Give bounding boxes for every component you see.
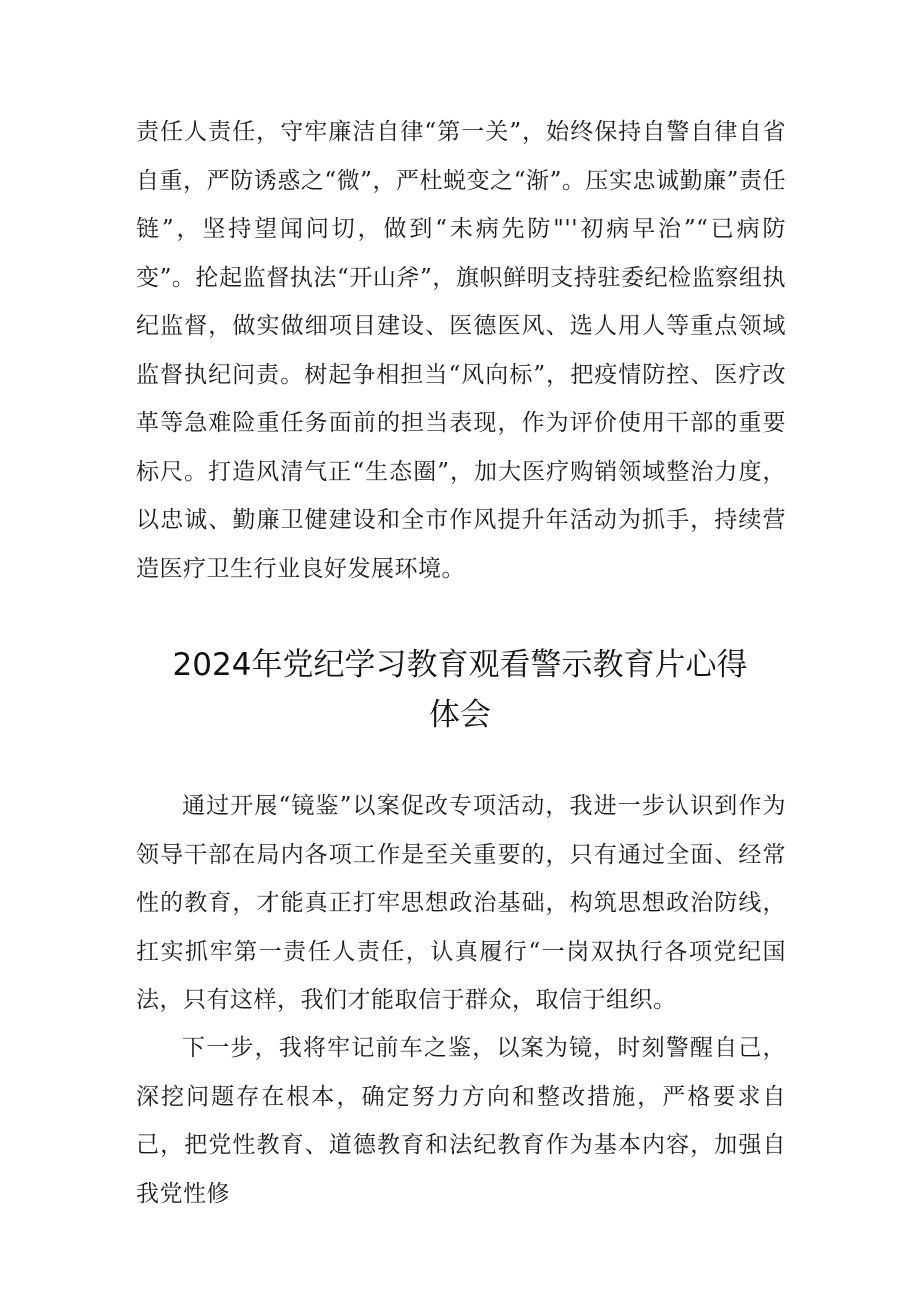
title-line-1: 2024年党纪学习教育观看警示教育片心得	[172, 647, 748, 683]
body-paragraph-2: 下一步，我将牢记前车之鉴，以案为镜，时刻警醒自己，深挖问题存在根本，确定努力方向和整改措施，严格要求自己，把党性教育、道德教育和法纪教育作为基本内容，加强自我党性修	[136, 1035, 786, 1207]
title-line-2: 体会	[429, 697, 491, 733]
article-title	[110, 640, 810, 740]
continued-paragraph: 责任人责任，守牢廉洁自律“第一关”，始终保持自警自律自省自重，严防诱惑之“微”，严杜蜕变之“渐”。压实忠诚勤廉”责任链”，坚持望闻问切，做到“未病先防"''初病早治”“已病防变”。抡起监督执法“开山斧”，旗帜鲜明支持驻委纪检监察组执纪监督，做实做细项目建设、医德医风、选人用人等重点领域监督执纪问责。树起争相担当“风向标”，把疫情防控、医疗改革等急难险重任务面前的担当表现，作为评价使用干部的重要标尺。打造风清气正“生态圈”，加大医疗购销领域整治力度，以忠诚、勤廉卫健建设和全市作风提升年活动为抓手，持续营造医疗卫生行业良好发展环境。	[136, 119, 786, 582]
body-paragraph-1: 通过开展“镜鉴”以案促改专项活动，我进一步认识到作为领导干部在局内各项工作是至关重要的，只有通过全面、经常性的教育，才能真正打牢思想政治基础，构筑思想政治防线，扛实抓牢第一责任人责任，认真履行“一岗双执行各项党纪国法，只有这样，我们才能取信于群众，取信于组织。	[136, 793, 786, 1013]
